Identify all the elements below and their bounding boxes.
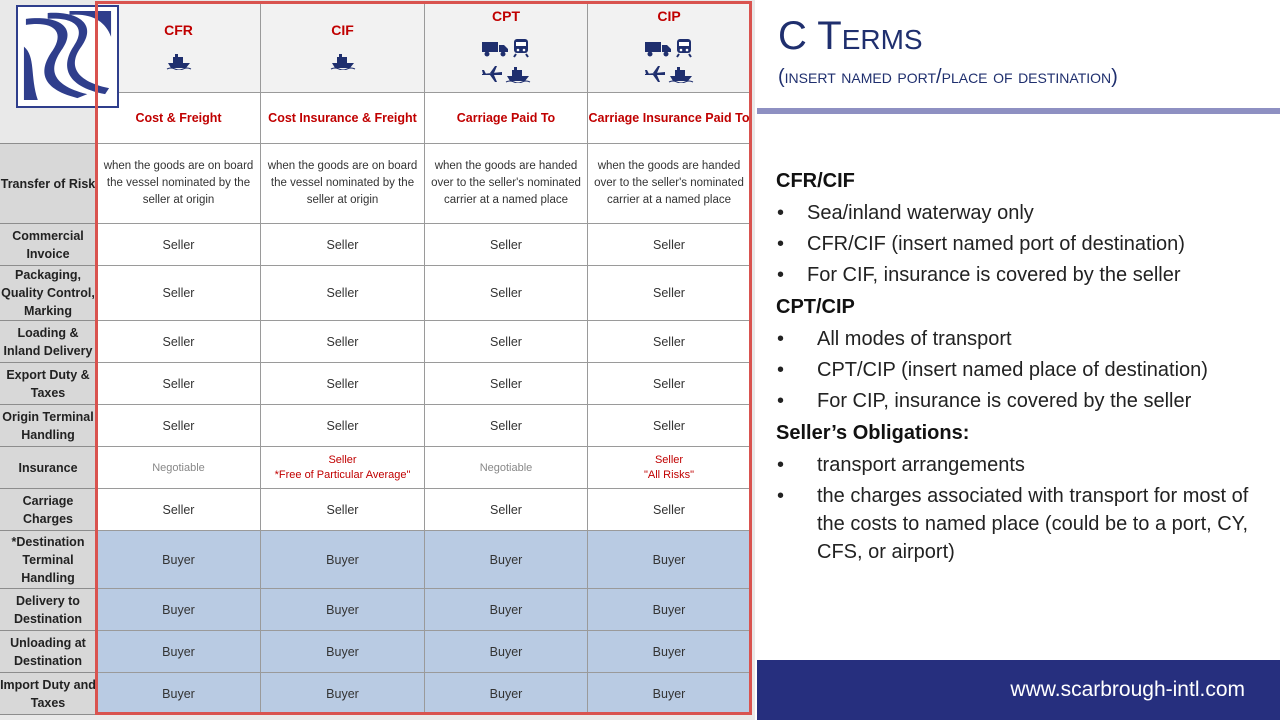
bullet-dot: •: [777, 202, 785, 224]
table-cell: Seller: [261, 224, 425, 266]
row-label: Origin Terminal Handling: [0, 405, 97, 447]
bullet-item: [776, 199, 1266, 227]
bullet-dot: •: [777, 390, 785, 412]
transport-icons: [637, 38, 701, 88]
table-cell: Negotiable: [425, 447, 588, 489]
ship-icon: [668, 65, 694, 88]
bullet-dot: •: [777, 328, 785, 350]
term-name: Cost Insurance & Freight: [261, 93, 425, 144]
plane-icon: [644, 65, 666, 88]
train-icon: [674, 38, 694, 63]
bullet-item: [776, 325, 1266, 353]
table-row: [0, 531, 751, 589]
bullet-item: [776, 482, 1266, 566]
bullet-item: [776, 356, 1266, 384]
table-cell: Seller: [588, 405, 751, 447]
table-cell: [588, 447, 751, 489]
cell-note: *Free of Particular Average": [274, 468, 411, 481]
term-name: Carriage Insurance Paid To: [588, 93, 751, 144]
term-code: CFR: [164, 21, 193, 38]
bullet-item: [776, 387, 1266, 415]
row-label: Import Duty and Taxes: [0, 673, 97, 715]
bullet-item: [776, 230, 1266, 258]
table-cell: Buyer: [425, 631, 588, 673]
website-link[interactable]: www.scarbrough-intl.com: [1010, 678, 1245, 701]
term-header-cip: [588, 4, 751, 93]
table-row: [0, 631, 751, 673]
table-cell: Buyer: [97, 673, 261, 715]
table-cell: when the goods are handed over to the seller's nominated carrier at a named place: [425, 144, 588, 224]
section-heading: Seller’s Obligations:: [776, 422, 970, 444]
notes-content: [776, 166, 1266, 569]
bullet-text: CPT/CIP (insert named place of destination): [817, 359, 1208, 381]
bullet-text: the charges associated with transport for most of the costs to named place (could be to a port, CY, CFS, or airport): [817, 485, 1249, 563]
table-cell: when the goods are on board the vessel nominated by the seller at origin: [261, 144, 425, 224]
table-cell: Seller: [261, 363, 425, 405]
table-row: [0, 144, 751, 224]
table-cell: Buyer: [588, 673, 751, 715]
transport-icons: [474, 38, 538, 88]
table-cell: when the goods are handed over to the seller's nominated carrier at a named place: [588, 144, 751, 224]
bullet-text: CFR/CIF (insert named port of destination): [807, 233, 1185, 255]
transport-icons: [97, 52, 260, 75]
title-divider: [757, 108, 1280, 114]
table-cell: Buyer: [425, 589, 588, 631]
table-row: [0, 363, 751, 405]
table-cell: Buyer: [261, 673, 425, 715]
table-cell: Seller: [425, 224, 588, 266]
table-cell: Buyer: [588, 589, 751, 631]
table-row: [0, 673, 751, 715]
table-cell: Seller: [97, 321, 261, 363]
table-cell: Seller: [97, 405, 261, 447]
table-cell: Buyer: [261, 531, 425, 589]
table-cell: Buyer: [588, 631, 751, 673]
bullet-item: [776, 451, 1266, 479]
row-label: Carriage Charges: [0, 489, 97, 531]
bullet-text: transport arrangements: [817, 454, 1025, 476]
transport-icons: [261, 52, 424, 75]
table-row: [0, 321, 751, 363]
table-row: [0, 224, 751, 266]
table-cell: when the goods are on board the vessel nominated by the seller at origin: [97, 144, 261, 224]
table-cell: Seller: [97, 489, 261, 531]
section-heading: CFR/CIF: [776, 170, 855, 192]
table-cell: Seller: [425, 405, 588, 447]
table-cell: Buyer: [97, 631, 261, 673]
table-row: [0, 489, 751, 531]
bullet-text: All modes of transport: [817, 328, 1012, 350]
table-row: [0, 447, 751, 489]
table-cell: Seller: [97, 363, 261, 405]
incoterms-table: [0, 3, 751, 715]
truck-icon: [644, 39, 672, 62]
ship-icon: [505, 65, 531, 88]
table-cell: Seller: [425, 489, 588, 531]
row-label: Transfer of Risk: [0, 144, 97, 224]
cell-note: "All Risks": [644, 468, 694, 481]
table-cell: Seller: [588, 266, 751, 321]
table-cell: Buyer: [97, 589, 261, 631]
term-code: CIF: [331, 21, 354, 38]
table-cell: Seller: [588, 224, 751, 266]
table-cell: Negotiable: [97, 447, 261, 489]
section-heading: CPT/CIP: [776, 296, 855, 318]
table-cell: Seller: [97, 266, 261, 321]
bullet-dot: •: [777, 264, 785, 286]
table-row: [0, 266, 751, 321]
term-code: CIP: [657, 8, 681, 24]
table-cell: Seller: [425, 321, 588, 363]
table-cell: Seller: [425, 266, 588, 321]
train-icon: [511, 38, 531, 63]
table-cell: Seller: [588, 363, 751, 405]
table-cell: [261, 447, 425, 489]
term-name: Cost & Freight: [97, 93, 261, 144]
footer-bar: [757, 660, 1280, 720]
ship-icon: [166, 52, 192, 75]
company-logo: [16, 5, 119, 108]
term-header-cif: [261, 4, 425, 93]
table-cell: Seller: [425, 363, 588, 405]
slide-title: C Terms: [778, 14, 923, 58]
bullet-dot: •: [777, 233, 785, 255]
bullet-text: Sea/inland waterway only: [807, 202, 1034, 224]
bullet-dot: •: [777, 359, 785, 381]
bullet-item: [776, 261, 1266, 289]
table-cell: Buyer: [97, 531, 261, 589]
table-cell: Buyer: [261, 589, 425, 631]
table-cell: Seller: [261, 405, 425, 447]
row-label: Commercial Invoice: [0, 224, 97, 266]
bullet-text: For CIF, insurance is covered by the seller: [807, 264, 1181, 286]
table-cell: Buyer: [261, 631, 425, 673]
ship-icon: [330, 52, 356, 75]
table-cell: Seller: [261, 489, 425, 531]
bullet-text: For CIP, insurance is covered by the seller: [817, 390, 1192, 412]
row-label: Delivery to Destination: [0, 589, 97, 631]
table-cell: Seller: [261, 266, 425, 321]
table-cell: Buyer: [425, 531, 588, 589]
row-label: Loading & Inland Delivery: [0, 321, 97, 363]
table-cell: Seller: [588, 489, 751, 531]
plane-icon: [481, 65, 503, 88]
term-header-cfr: [97, 4, 261, 93]
bullet-dot: •: [777, 454, 785, 476]
bullet-dot: •: [777, 485, 785, 507]
slide-subtitle: (insert named port/place of destination): [778, 66, 1118, 88]
row-label: Unloading at Destination: [0, 631, 97, 673]
table-cell: Seller: [261, 321, 425, 363]
term-code: CPT: [492, 8, 520, 24]
table-row: [0, 589, 751, 631]
term-name: Carriage Paid To: [425, 93, 588, 144]
table-cell: Seller: [588, 321, 751, 363]
cell-main: Seller: [654, 453, 684, 466]
table-row: [0, 405, 751, 447]
row-label: Insurance: [0, 447, 97, 489]
row-label: Export Duty & Taxes: [0, 363, 97, 405]
table-cell: Seller: [97, 224, 261, 266]
row-label: *Destination Terminal Handling: [0, 531, 97, 589]
truck-icon: [481, 39, 509, 62]
term-header-cpt: [425, 4, 588, 93]
table-cell: Buyer: [425, 673, 588, 715]
table-cell: Buyer: [588, 531, 751, 589]
cell-main: Seller: [328, 453, 357, 466]
row-label: Packaging, Quality Control, Marking: [0, 266, 97, 321]
